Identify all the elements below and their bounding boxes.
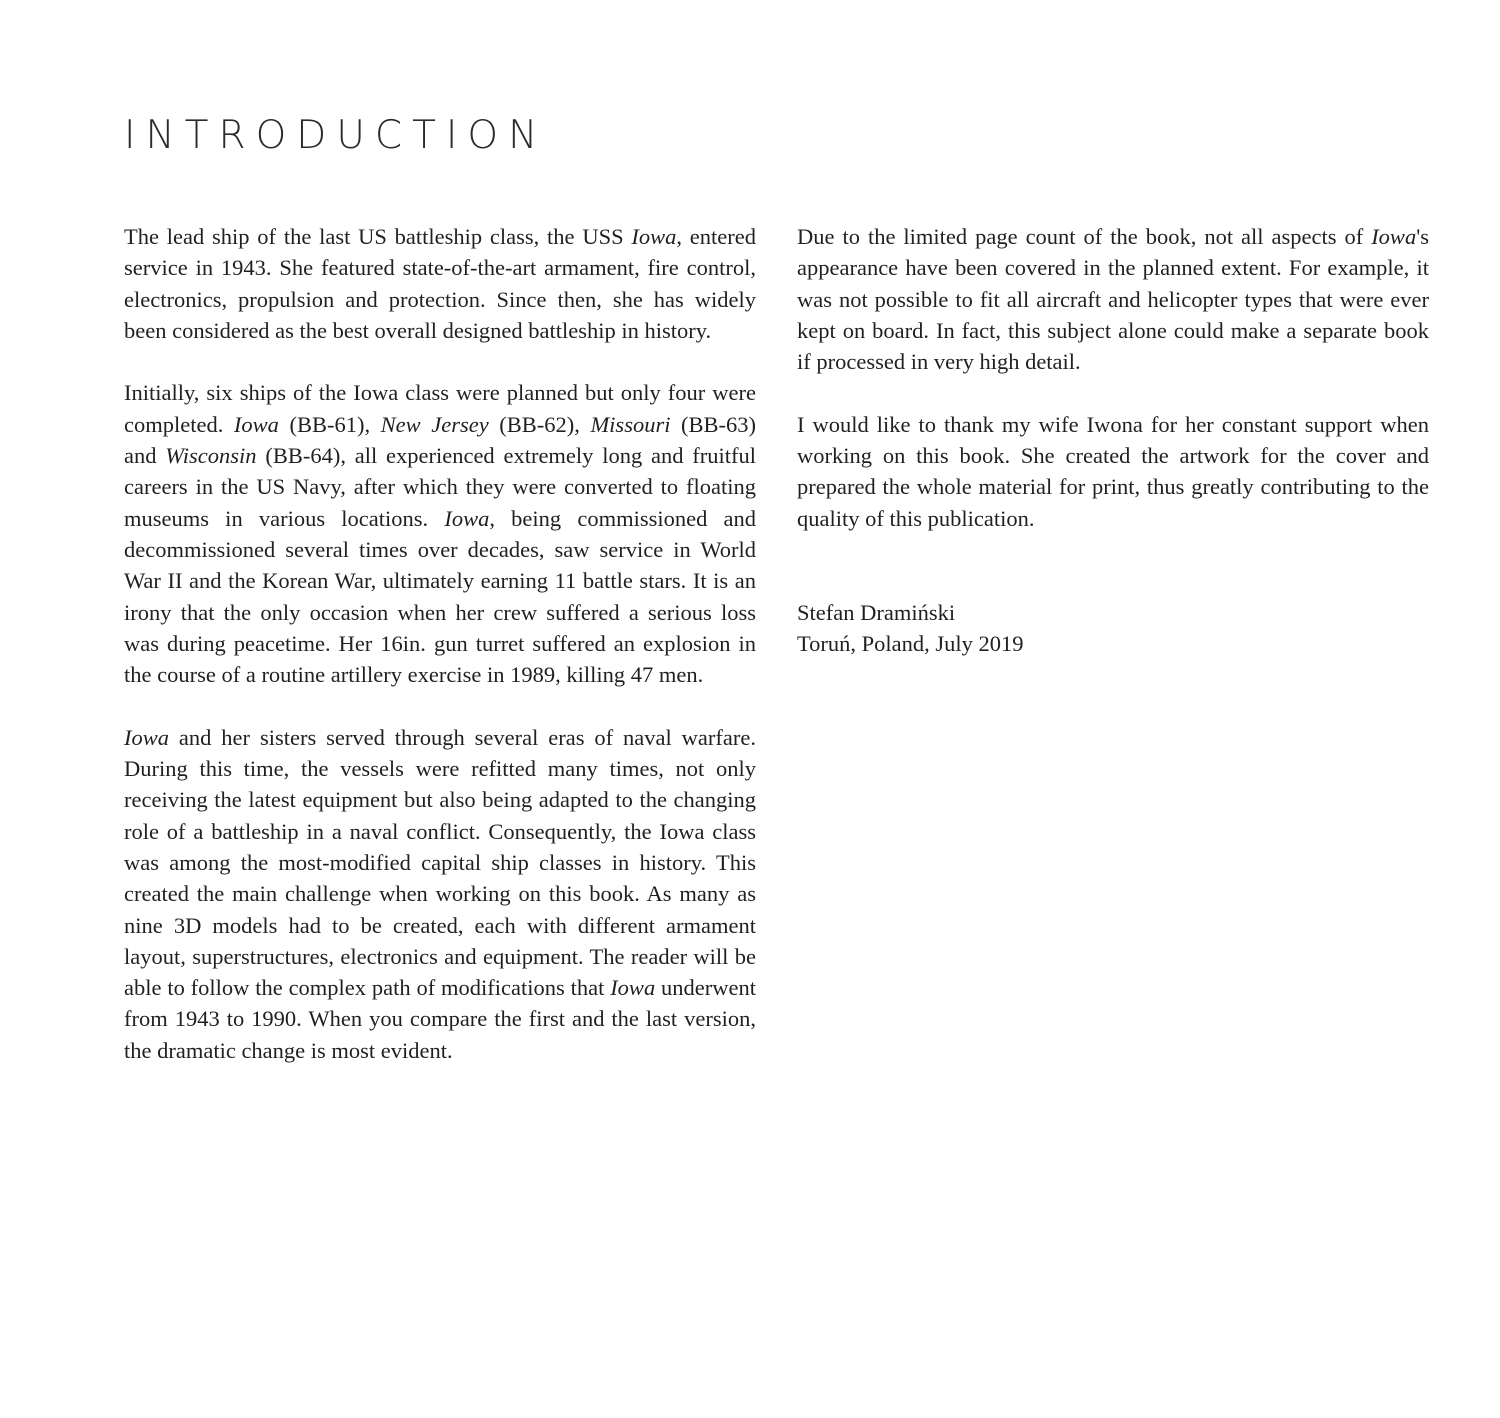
italic-run: Iowa [1371,224,1417,249]
italic-run: New Jersey [380,411,489,437]
text-run: and her sisters served through several eras of naval warfare. During this time, the vessels were refitted many times, not only receiving the latest equipment but also being adapted to the changing role of a battleship in a naval conflict. Consequently, the Iowa class was among the most-modified capital ship classes in history. This created the main challenge when working on this book. As many as nine 3D models had to be created, each with different armament layout, superstructures, electronics and equipment. The reader will be able to follow the complex path of modifications that [124,724,756,1001]
place-and-date: Toruń, Poland, July 2019 [797,630,1024,656]
paragraph [124,221,756,346]
paragraph [797,409,1429,534]
page-title: INTRODUCTION [124,113,548,158]
left-column [124,221,756,1066]
italic-run: Iowa [233,411,279,437]
text-run: underwent from 1943 to 1990. When you compare the first and the last version, the dramatic change is most evident. [124,975,756,1063]
italic-run: Missouri [590,411,671,437]
text-run: (BB-63) and [124,411,757,469]
text-run: (BB-62), [488,411,591,437]
text-run: Due to the limited page count of the book, not all aspects of [797,224,1372,249]
paragraph [124,722,756,1066]
text-run: 's appearance have been covered in the planned extent. For example, it was not possible to fit all aircraft and helicopter types that were ever kept on board. In fact, this subject alone could make a separate book if processed in very high detail. [797,224,1429,375]
text-run: I would like to thank my wife Iwona for her constant support when working on this book. She created the artwork for the cover and prepared the whole material for print, thus greatly contributing to the quality of this publication. [797,411,1429,531]
author-name: Stefan Dramiński [797,599,956,625]
italic-run: Iowa [610,975,656,1001]
text-run: (BB-64), all experienced extremely long and fruitful careers in the US Navy, after which they were converted to floating museums in various locations. [124,443,756,531]
italic-run: Wisconsin [165,443,257,469]
text-run: Initially, six ships of the Iowa class were planned but only four were completed. [124,380,756,437]
text-run: , entered service in 1943. She featured state-of-the-art armament, fire control, electronics, propulsion and protection. Since then, she has widely been considered as the best overall designed battleship in history. [124,224,756,343]
text-run: The lead ship of the last US battleship class, the USS [124,224,632,249]
text-run: , being commissioned and decommissioned several times over decades, saw service in World War II and the Korean War, ultimately earning 11 battle stars. It is an irony that the only occasion when her crew suffered a serious loss was during peacetime. Her 16in. gun turret suffered an explosion in the course of a routine artillery exercise in 1989, killing 47 men. [124,505,756,688]
italic-run: Iowa [631,224,677,249]
paragraph [797,221,1429,377]
signature-block [797,597,1429,660]
right-column [797,221,1429,659]
text-run: (BB-61), [278,411,381,437]
italic-run: Iowa [444,505,490,531]
paragraph [124,377,756,690]
italic-run: Iowa [124,724,169,750]
